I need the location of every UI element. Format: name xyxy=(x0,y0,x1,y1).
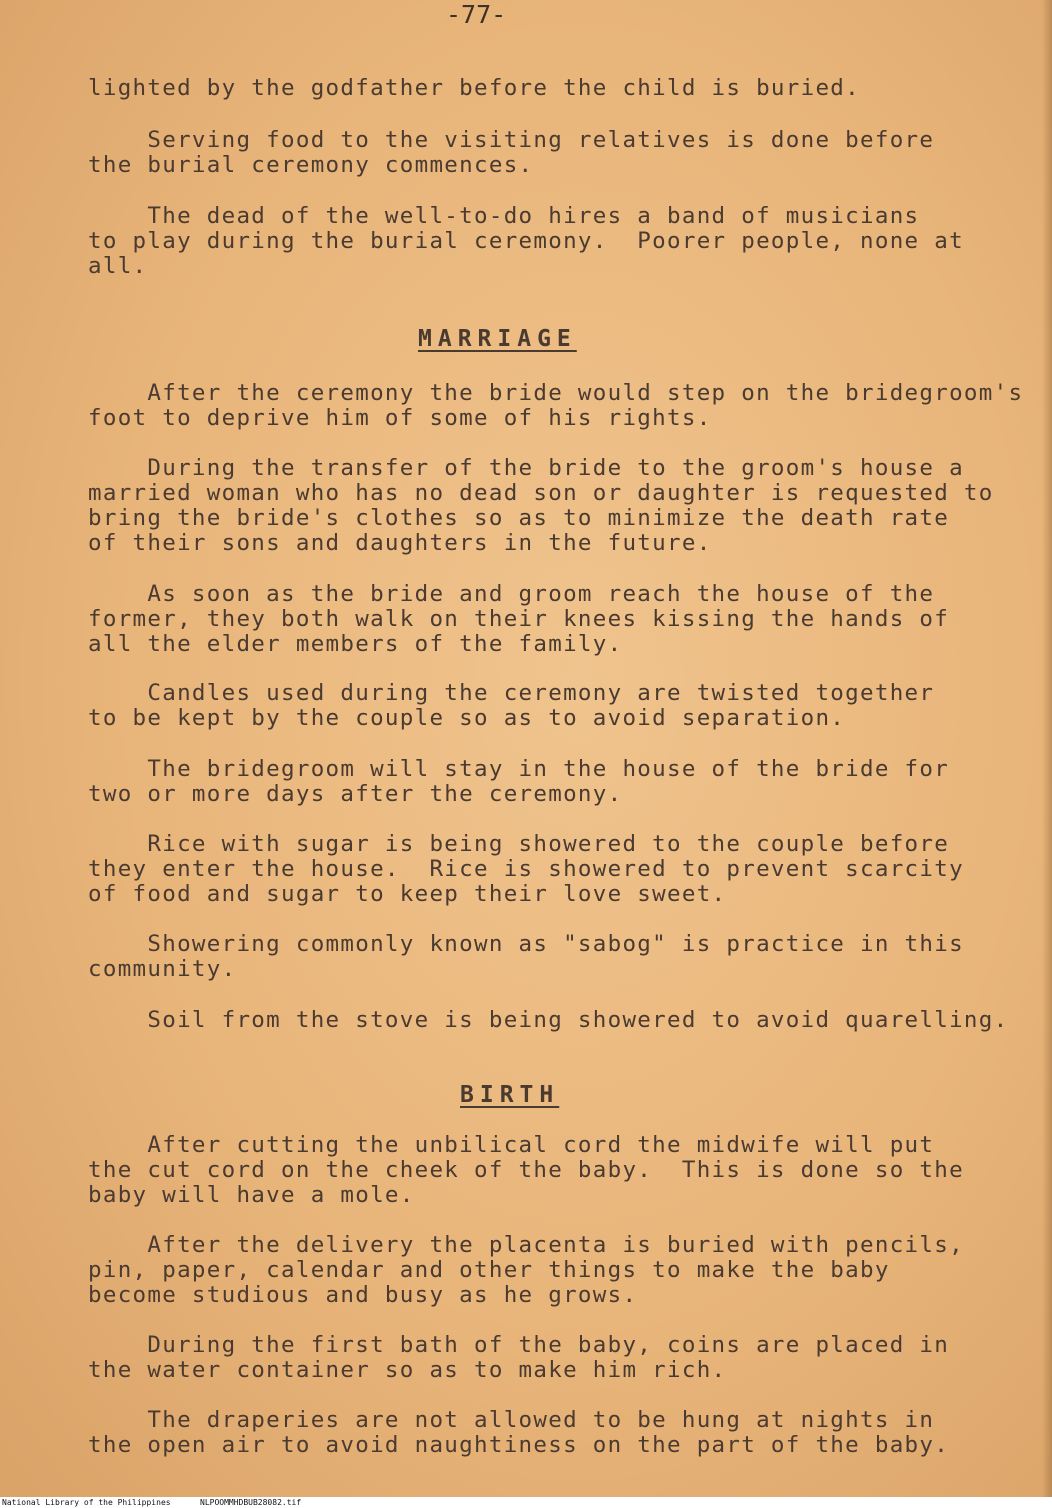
paragraph-bridegroom-stay: The bridegroom will stay in the house of the bride for two or more days after the ceremony. xyxy=(88,756,950,807)
heading-birth: BIRTH xyxy=(460,1082,560,1108)
paragraph-rice-sugar: Rice with sugar is being showered to the couple before they enter the house. Rice is showered to prevent scarcity of food and sugar to keep their love sweet. xyxy=(88,831,964,907)
page-edge-shadow xyxy=(1042,0,1052,1497)
paragraph-first-bath: During the first bath of the baby, coins are placed in the water container so as to make him rich. xyxy=(88,1332,950,1383)
paragraph-serving-food: Serving food to the visiting relatives is done before the burial ceremony commences. xyxy=(88,127,935,178)
paragraph-umbilical-cord: After cutting the unbilical cord the midwife will put the cut cord on the cheek of the baby. This is done so the baby will have a mole. xyxy=(88,1132,964,1208)
paragraph-sabog: Showering commonly known as "sabog" is practice in this community. xyxy=(88,931,964,982)
footer-file-id: NLPOOMMHDBUB28082.tif xyxy=(200,1498,302,1507)
paragraph-draperies: The draperies are not allowed to be hung at nights in the open air to avoid naughtiness on the part of the baby. xyxy=(88,1407,950,1458)
heading-marriage: MARRIAGE xyxy=(418,326,577,352)
paragraph-transfer-bride: During the transfer of the bride to the groom's house a married woman who has no dead son or daughter is requested to bring the bride's clothes so as to minimize the death rate of their sons and daughters in the future. xyxy=(88,455,994,556)
paragraph-bride-step: After the ceremony the bride would step on the bridegroom's foot to deprive him of some of his rights. xyxy=(88,380,1024,431)
paragraph-burial-candle: lighted by the godfather before the child is buried. xyxy=(88,75,860,101)
paragraph-band-musicians: The dead of the well-to-do hires a band of musicians to play during the burial ceremony. Poorer people, none at all. xyxy=(88,203,964,279)
page-number: -77- xyxy=(446,0,507,29)
paragraph-candles: Candles used during the ceremony are twisted together to be kept by the couple so as to avoid separation. xyxy=(88,680,935,731)
paragraph-placenta: After the delivery the placenta is buried with pencils, pin, paper, calendar and other things to make the baby become studious and busy as he grows. xyxy=(88,1232,964,1308)
paragraph-soil-stove: Soil from the stove is being showered to avoid quarelling. xyxy=(88,1007,1009,1033)
footer-library-name: National Library of the Philippines xyxy=(2,1498,171,1507)
scan-footer xyxy=(0,1497,1052,1508)
paragraph-walk-knees: As soon as the bride and groom reach the house of the former, they both walk on their knees kissing the hands of all the elder members of the family. xyxy=(88,581,950,657)
